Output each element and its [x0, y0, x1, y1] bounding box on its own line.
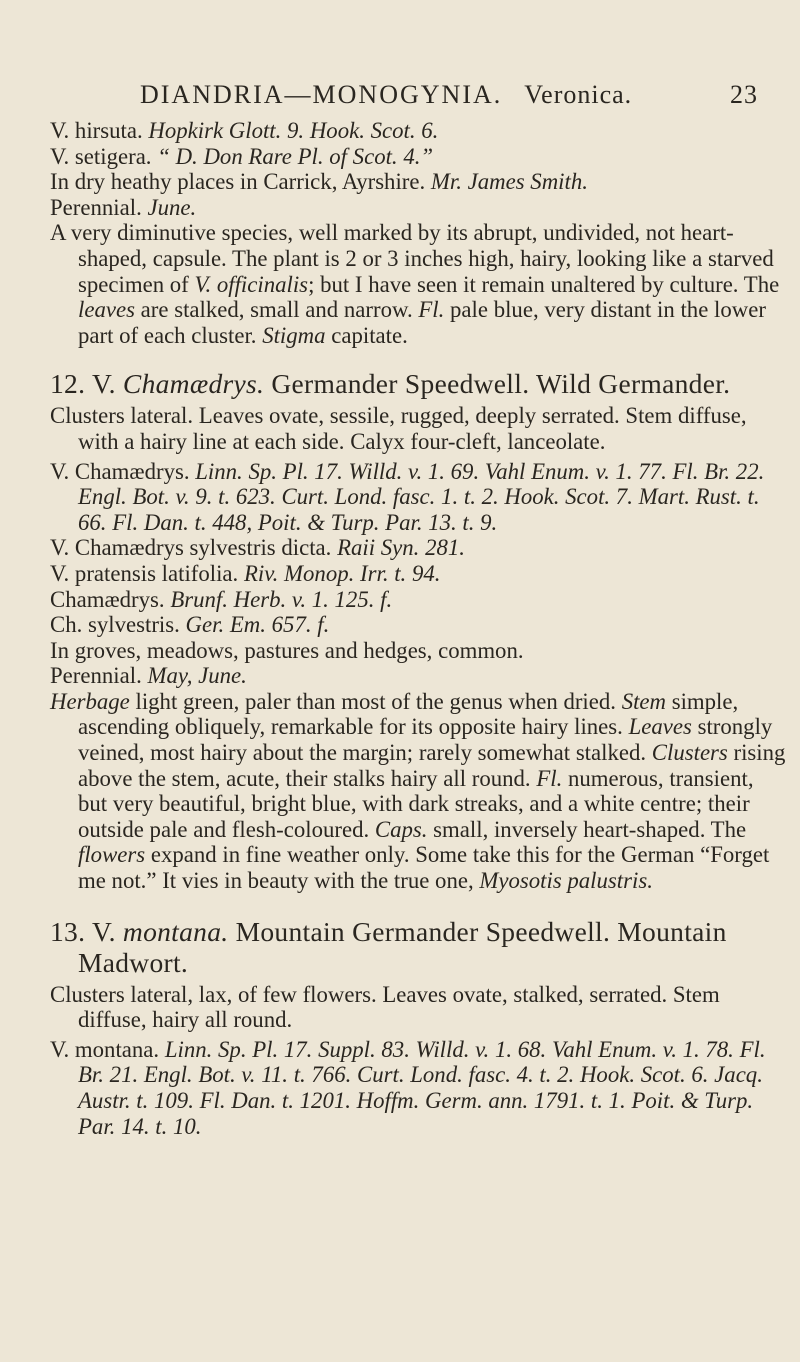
duration-line: Perennial. June.	[50, 194, 197, 220]
section-title: DIANDRIA—MONOGYNIA.	[140, 80, 503, 109]
species-description: Clusters lateral, lax, of few flowers. Leaves ovate, stalked, serrated. Stem diffuse, hairy all round.	[50, 981, 720, 1033]
synonym-line: Ch. sylvestris. Ger. Em. 657. f.	[50, 612, 330, 638]
observation-paragraph: A very diminutive species, well marked by its abrupt, undivided, not heart-shaped, capsule. The plant is 2 or 3 inches high, hairy, looking like a starved specimen of V. officinalis; but I have seen it remain unaltered by culture. The leaves are stalked, small and narrow. Fl. pale blue, very distant in the lower part of each cluster. Stigma capitate.	[50, 220, 780, 348]
page-body	[50, 118, 788, 1139]
synonym-line: Chamædrys. Brunf. Herb. v. 1. 125. f.	[50, 586, 393, 612]
species-description: Clusters lateral. Leaves ovate, sessile, rugged, deeply serrated. Stem diffuse, with a hairy line at each side. Calyx four-cleft, lanceolate.	[50, 403, 747, 454]
observation-paragraph: Herbage light green, paler than most of the genus when dried. Stem simple, ascending obliquely, remarkable for its opposite hairy lines. Leaves strongly veined, most hairy about the margin; rarely somewhat stalked. Clusters rising above the stem, acute, their stalks hairy all round. Fl. numerous, transient, but very beautiful, bright blue, with dark streaks, and a white centre; their outside pale and flesh-coloured. Caps. small, inversely heart-shaped. The flowers expand in fine weather only. Some take this for the German “Forget me not.” It vies in beauty with the true one, Myosotis palustris.	[50, 688, 786, 894]
habitat-line: In dry heathy places in Carrick, Ayrshire. Mr. James Smith.	[50, 169, 588, 195]
running-head	[140, 80, 758, 110]
synonym-line: V. Chamædrys. Linn. Sp. Pl. 17. Willd. v. 1. 69. Vahl Enum. v. 1. 77. Fl. Br. 22. Engl. Bot. v. 9. t. 623. Curt. Lond. fasc. 1. t. 2. Hook. Scot. 7. Mart. Rust. t. 66. Fl. Dan. t. 448, Poit. & Turp. Par. 13. t. 9.	[50, 458, 765, 535]
genus-title: Veronica.	[524, 80, 633, 109]
duration-line: Perennial. May, June.	[50, 663, 247, 689]
synonym-line: V. Chamædrys sylvestris dicta. Raii Syn. 281.	[50, 535, 465, 561]
synonym-line: V. pratensis latifolia. Riv. Monop. Irr. t. 94.	[50, 560, 441, 586]
species-heading: 12. V. Chamædrys. Germander Speedwell. Wild Germander.	[50, 368, 731, 400]
synonym-line: V. montana. Linn. Sp. Pl. 17. Suppl. 83. Willd. v. 1. 68. Vahl Enum. v. 1. 78. Fl. Br. 21. Engl. Bot. v. 11. t. 766. Curt. Lond. fasc. 4. t. 2. Hook. Scot. 6. Jacq. Austr. t. 109. Fl. Dan. t. 1201. Hoffm. Germ. ann. 1791. t. 1. Poit. & Turp. Par. 14. t. 10.	[50, 1036, 766, 1139]
page-number: 23	[730, 80, 758, 109]
synonym-line: V. setigera. “ D. Don Rare Pl. of Scot. 4.”	[50, 143, 434, 169]
habitat-line: In groves, meadows, pastures and hedges, common.	[50, 637, 524, 663]
synonym-line: V. hirsuta. Hopkirk Glott. 9. Hook. Scot. 6.	[50, 118, 439, 143]
species-heading: 13. V. montana. Mountain Germander Speedwell. Mountain Madwort.	[50, 915, 727, 978]
